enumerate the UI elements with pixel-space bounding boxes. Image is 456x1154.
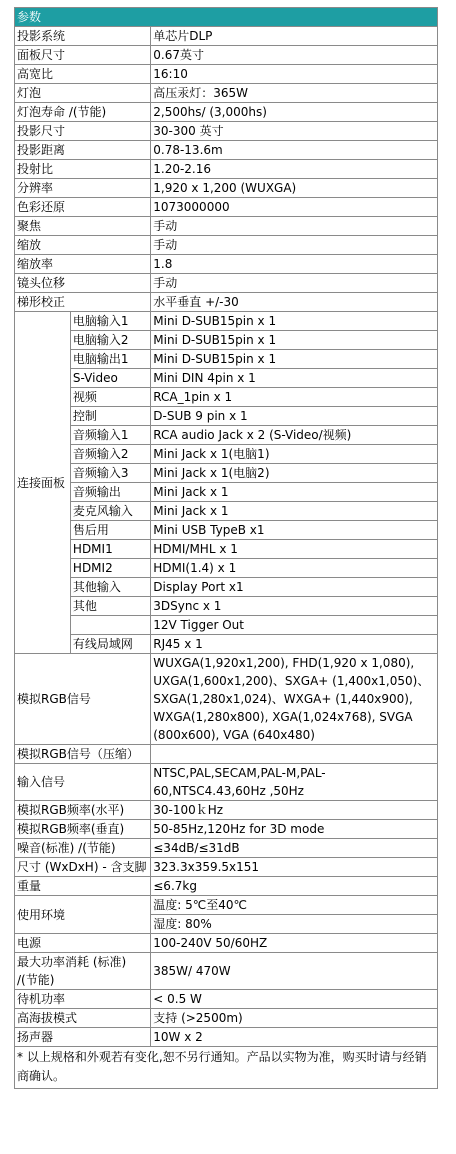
table-row (15, 654, 438, 745)
table-row (15, 877, 438, 896)
port-label: 其他输入 (70, 578, 150, 597)
row-label: 扬声器 (15, 1028, 151, 1047)
table-row (15, 1028, 438, 1047)
port-value: HDMI(1.4) x 1 (151, 559, 438, 578)
port-value: Mini USB TypeB x1 (151, 521, 438, 540)
row-label: 待机功率 (15, 990, 151, 1009)
table-row (15, 160, 438, 179)
row-value: 1073000000 (151, 198, 438, 217)
row-label: 模拟RGB频率(水平) (15, 801, 151, 820)
row-value: 10W x 2 (151, 1028, 438, 1047)
table-row (15, 502, 438, 521)
table-row (15, 820, 438, 839)
port-value: Mini D-SUB15pin x 1 (151, 331, 438, 350)
footnote-row (15, 1047, 438, 1089)
row-label: 模拟RGB信号 (15, 654, 151, 745)
port-label: 视频 (70, 388, 150, 407)
table-row (15, 141, 438, 160)
port-label: 音频输入2 (70, 445, 150, 464)
port-value: Display Port x1 (151, 578, 438, 597)
row-value: ≤6.7kg (151, 877, 438, 896)
table-row (15, 274, 438, 293)
table-row (15, 350, 438, 369)
table-row (15, 65, 438, 84)
row-label: 投影距离 (15, 141, 151, 160)
table-row (15, 616, 438, 635)
port-label: 其他 (70, 597, 150, 616)
table-row (15, 896, 438, 915)
port-value: HDMI/MHL x 1 (151, 540, 438, 559)
table-row (15, 217, 438, 236)
row-value: 0.67英寸 (151, 46, 438, 65)
row-label: 重量 (15, 877, 151, 896)
row-label: 缩放率 (15, 255, 151, 274)
port-value: RJ45 x 1 (151, 635, 438, 654)
row-value: ≤34dB/≤31dB (151, 839, 438, 858)
port-label: 音频输入1 (70, 426, 150, 445)
row-value (151, 745, 438, 764)
port-label: 售后用 (70, 521, 150, 540)
table-row (15, 198, 438, 217)
row-value: 单芯片DLP (151, 27, 438, 46)
table-row (15, 179, 438, 198)
row-value: 手动 (151, 236, 438, 255)
row-value: 16:10 (151, 65, 438, 84)
port-value: RCA_1pin x 1 (151, 388, 438, 407)
row-label: 尺寸 (WxDxH) - 含支脚 (15, 858, 151, 877)
port-value: Mini D-SUB15pin x 1 (151, 350, 438, 369)
row-value: 1,920 x 1,200 (WUXGA) (151, 179, 438, 198)
port-label: 电脑输入2 (70, 331, 150, 350)
row-value: 2,500hs/ (3,000hs) (151, 103, 438, 122)
table-row (15, 388, 438, 407)
port-label: HDMI1 (70, 540, 150, 559)
row-value: < 0.5 W (151, 990, 438, 1009)
row-label: 最大功率消耗 (标准) /(节能) (15, 953, 151, 990)
row-value: NTSC,PAL,SECAM,PAL-M,PAL-60,NTSC4.43,60Hz ,50Hz (151, 764, 438, 801)
table-row (15, 84, 438, 103)
table-row (15, 764, 438, 801)
row-label: 色彩还原 (15, 198, 151, 217)
port-value: Mini D-SUB15pin x 1 (151, 312, 438, 331)
table-row (15, 578, 438, 597)
row-label: 镜头位移 (15, 274, 151, 293)
table-row (15, 858, 438, 877)
row-label: 投影系统 (15, 27, 151, 46)
table-row (15, 990, 438, 1009)
table-row (15, 122, 438, 141)
table-row (15, 46, 438, 65)
row-label: 高宽比 (15, 65, 151, 84)
port-value: 3DSync x 1 (151, 597, 438, 616)
row-label: 噪音(标准) /(节能) (15, 839, 151, 858)
row-value: 手动 (151, 274, 438, 293)
row-value: 1.8 (151, 255, 438, 274)
row-label: 缩放 (15, 236, 151, 255)
port-label: S-Video (70, 369, 150, 388)
row-value: 30-300 英寸 (151, 122, 438, 141)
port-value: Mini Jack x 1(电脑2) (151, 464, 438, 483)
table-row (15, 745, 438, 764)
row-label: 灯泡 (15, 84, 151, 103)
row-label: 灯泡寿命 /(节能) (15, 103, 151, 122)
row-value: 30-100ｋHz (151, 801, 438, 820)
row-value: 水平垂直 +/-30 (151, 293, 438, 312)
table-row (15, 801, 438, 820)
row-value: 385W/ 470W (151, 953, 438, 990)
row-value: 湿度: 80% (151, 915, 438, 934)
row-label: 模拟RGB信号（压缩） (15, 745, 151, 764)
port-value: Mini Jack x 1(电脑1) (151, 445, 438, 464)
port-label: 音频输出 (70, 483, 150, 502)
port-label: HDMI2 (70, 559, 150, 578)
table-row (15, 1009, 438, 1028)
table-row (15, 839, 438, 858)
row-value: 1.20-2.16 (151, 160, 438, 179)
table-row (15, 103, 438, 122)
header-title: 参数 (15, 8, 438, 27)
port-value: Mini Jack x 1 (151, 502, 438, 521)
row-label: 电源 (15, 934, 151, 953)
row-value: 50-85Hz,120Hz for 3D mode (151, 820, 438, 839)
row-label: 面板尺寸 (15, 46, 151, 65)
table-row (15, 953, 438, 990)
row-label: 模拟RGB频率(垂直) (15, 820, 151, 839)
table-row (15, 559, 438, 578)
table-row (15, 597, 438, 616)
port-label: 控制 (70, 407, 150, 426)
row-label: 分辨率 (15, 179, 151, 198)
row-value: WUXGA(1,920x1,200), FHD(1,920 x 1,080), UXGA(1,600x1,200)、SXGA+ (1,400x1,050)、SXGA(1,280x1,024)、WXGA+ (1,440x900), WXGA(1,280x800), XGA(1,024x768), SVGA (800x600), VGA (640x480) (151, 654, 438, 745)
row-value: 323.3x359.5x151 (151, 858, 438, 877)
table-row (15, 255, 438, 274)
row-value: 0.78-13.6m (151, 141, 438, 160)
port-label: 电脑输出1 (70, 350, 150, 369)
port-label: 电脑输入1 (70, 312, 150, 331)
table-row (15, 934, 438, 953)
port-value: RCA audio Jack x 2 (S-Video/视频) (151, 426, 438, 445)
footnote: * 以上规格和外观若有变化,恕不另行通知。产品以实物为准，购买时请与经销商确认。 (15, 1047, 438, 1089)
port-value: D-SUB 9 pin x 1 (151, 407, 438, 426)
table-row (15, 426, 438, 445)
header-row (15, 8, 438, 27)
row-value: 手动 (151, 217, 438, 236)
port-label: 音频输入3 (70, 464, 150, 483)
row-label: 聚焦 (15, 217, 151, 236)
table-row (15, 293, 438, 312)
table-row (15, 407, 438, 426)
row-label: 梯形校正 (15, 293, 151, 312)
port-label (70, 616, 150, 635)
table-row (15, 369, 438, 388)
table-row (15, 445, 438, 464)
port-label: 有线局域网 (70, 635, 150, 654)
row-value: 支持 (>2500m) (151, 1009, 438, 1028)
row-label: 投射比 (15, 160, 151, 179)
table-row (15, 236, 438, 255)
row-label: 投影尺寸 (15, 122, 151, 141)
row-label: 输入信号 (15, 764, 151, 801)
table-row (15, 483, 438, 502)
table-row (15, 331, 438, 350)
port-value: Mini Jack x 1 (151, 483, 438, 502)
row-value: 100-240V 50/60HZ (151, 934, 438, 953)
table-row (15, 312, 438, 331)
port-value: Mini DIN 4pin x 1 (151, 369, 438, 388)
spec-table (14, 7, 438, 1089)
table-row (15, 464, 438, 483)
row-value: 温度: 5℃至40℃ (151, 896, 438, 915)
row-value: 高压汞灯：365W (151, 84, 438, 103)
connections-label: 连接面板 (15, 312, 71, 654)
table-row (15, 27, 438, 46)
table-row (15, 521, 438, 540)
port-label: 麦克风输入 (70, 502, 150, 521)
row-label: 使用环境 (15, 896, 151, 934)
port-value: 12V Tigger Out (151, 616, 438, 635)
row-label: 高海拔模式 (15, 1009, 151, 1028)
table-row (15, 635, 438, 654)
table-row (15, 540, 438, 559)
